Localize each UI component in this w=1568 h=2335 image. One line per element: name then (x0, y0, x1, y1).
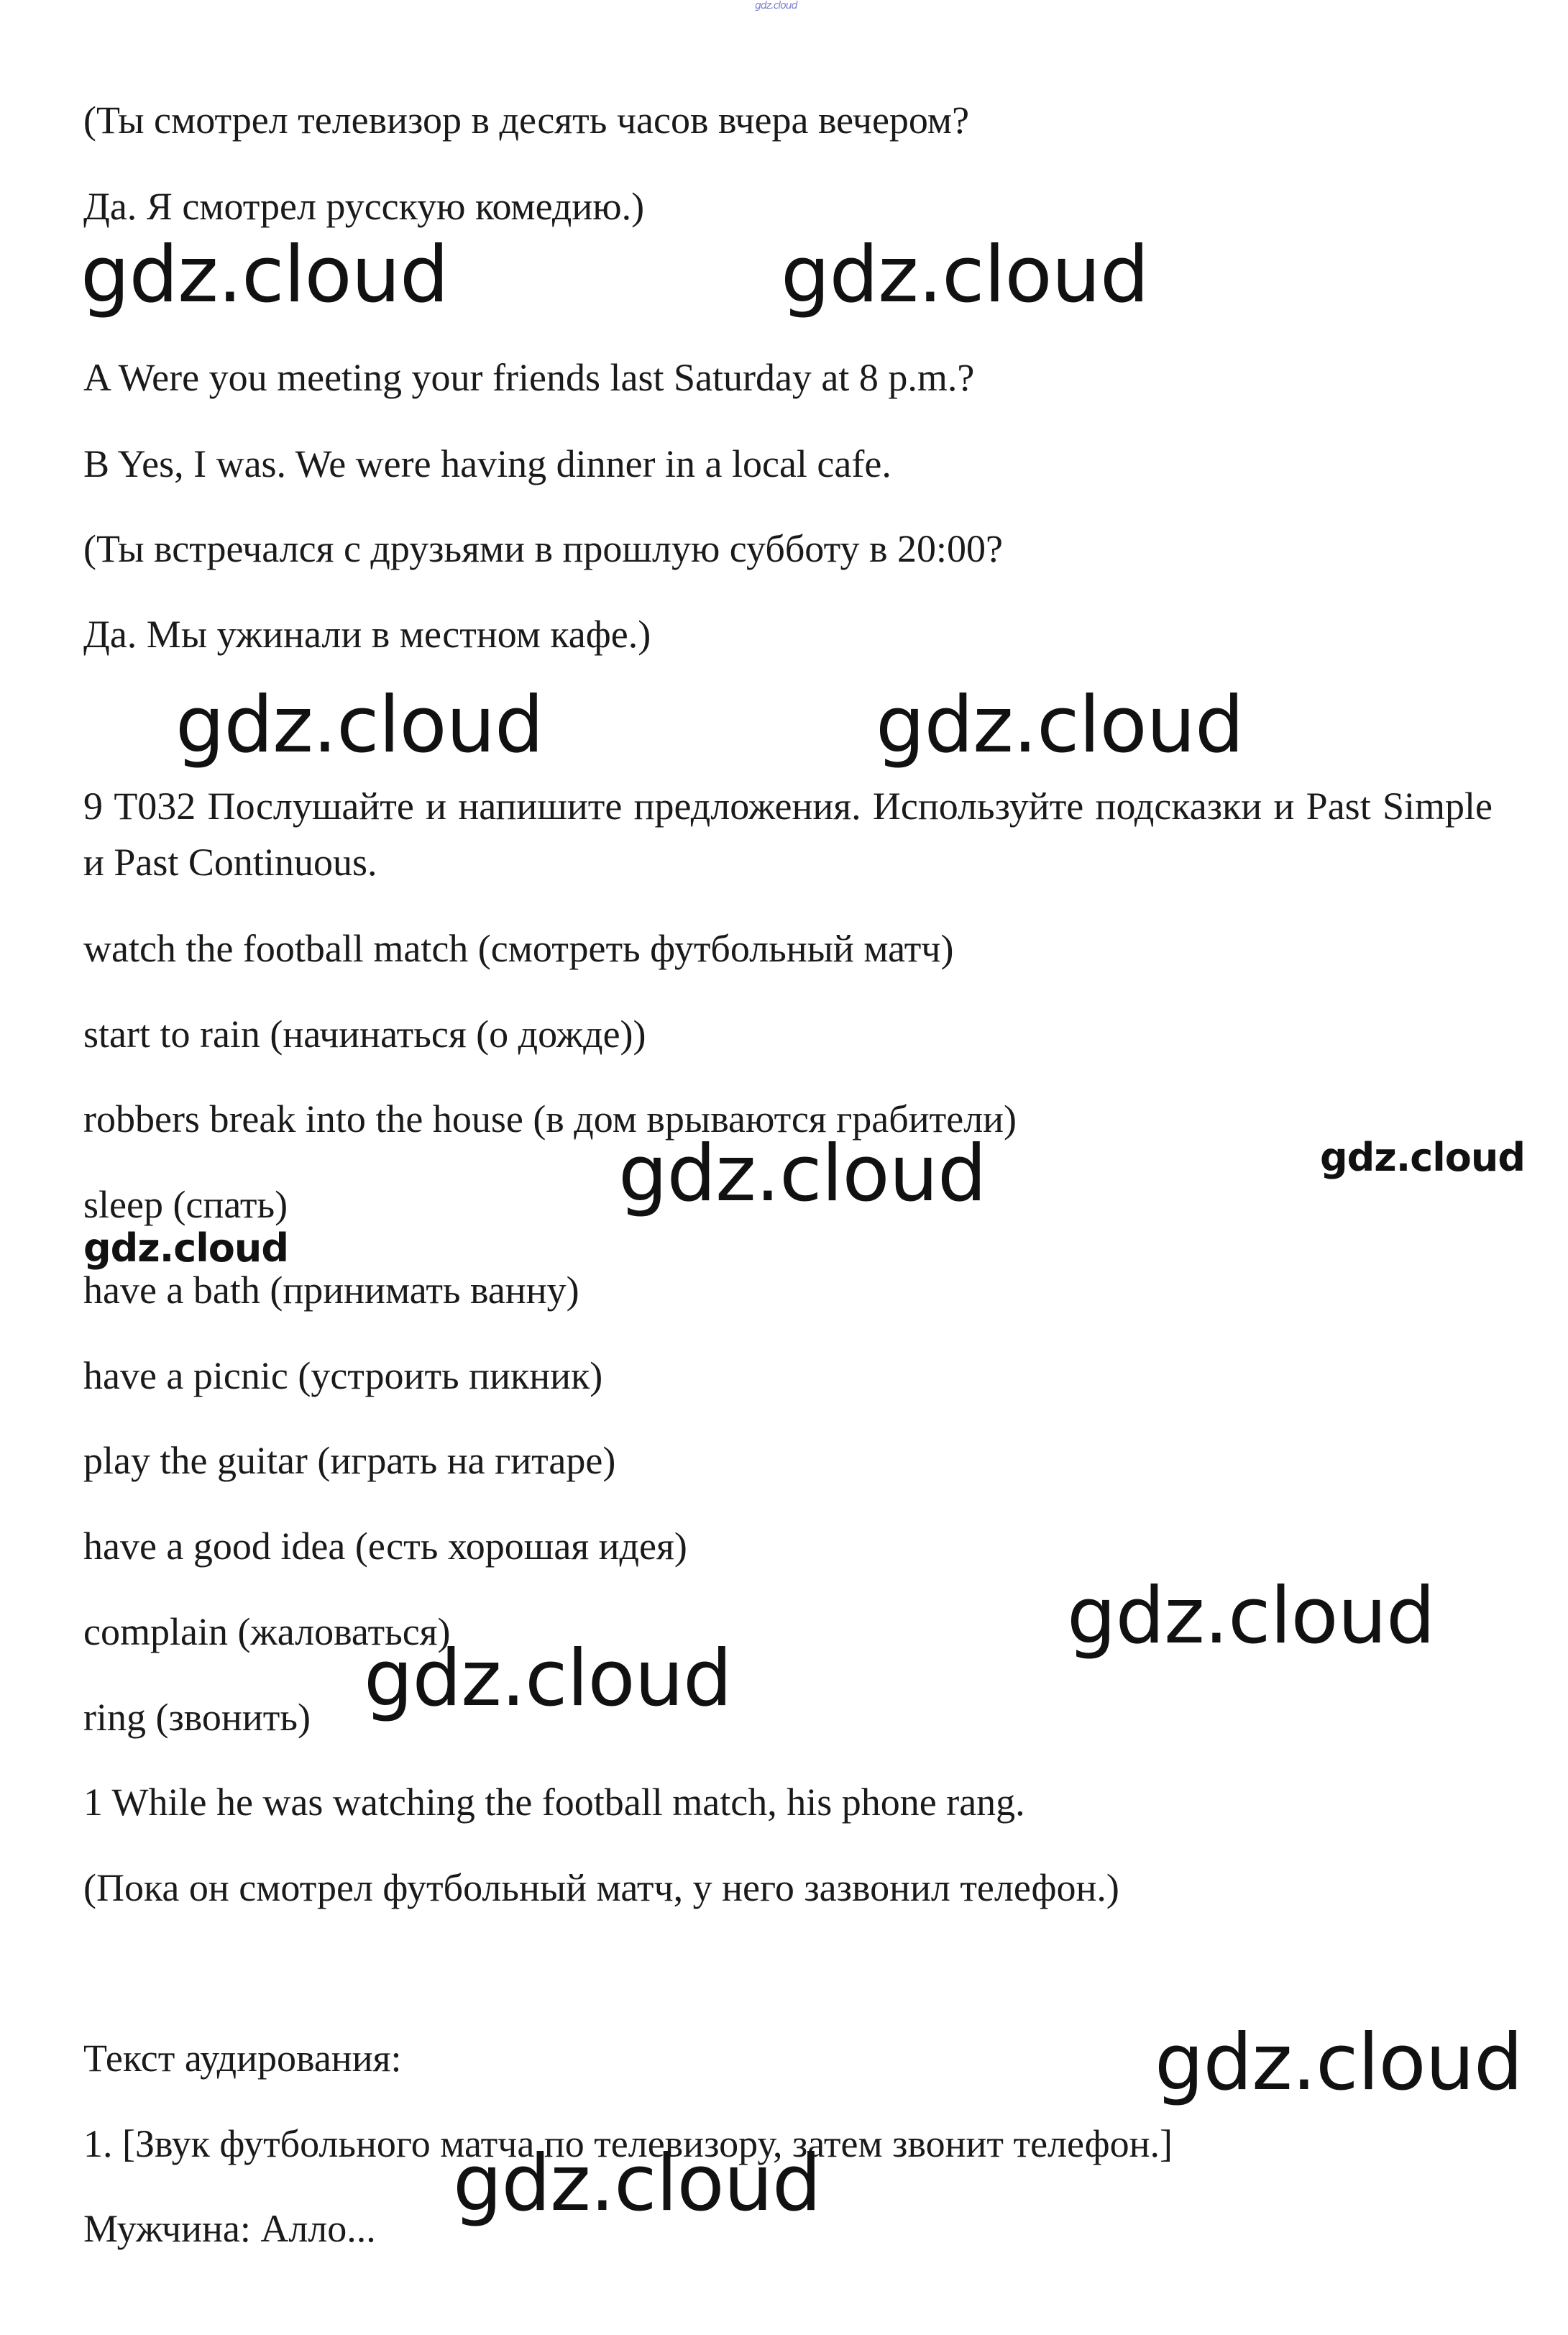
listening-line: 1. [Звук футбольного матча по телевизору, затем звонит телефон.] (83, 2122, 1173, 2165)
answer-line: 1 While he was watching the football match, his phone rang. (83, 1781, 1025, 1824)
prompt-item: complain (жаловаться) (83, 1610, 451, 1653)
prompt-item: have a bath (принимать ванну) (83, 1269, 579, 1312)
top-watermark: gdz.cloud (755, 0, 797, 12)
watermark: gdz.cloud (81, 230, 449, 320)
prompt-item: robbers break into the house (в дом врываются грабители) (83, 1097, 1017, 1141)
watermark: gdz.cloud (175, 680, 544, 770)
prompt-item: have a good idea (есть хорошая идея) (83, 1525, 687, 1568)
prompt-item: have a picnic (устроить пикник) (83, 1354, 603, 1397)
text-line-1: (Ты смотрел телевизор в десять часов вчера вечером? (83, 99, 970, 142)
watermark: gdz.cloud (453, 2139, 821, 2229)
watermark: gdz.cloud (1155, 2018, 1523, 2108)
watermark: gdz.cloud (618, 1129, 986, 1219)
prompt-item: start to rain (начинаться (о дожде)) (83, 1013, 646, 1056)
prompt-item: play the guitar (играть на гитаре) (83, 1439, 616, 1482)
prompt-item: ring (звонить) (83, 1696, 311, 1739)
prompt-item: sleep (спать) (83, 1183, 288, 1226)
answer-translation: (Пока он смотрел футбольный матч, у него зазвонил телефон.) (83, 1866, 1119, 1909)
watermark: gdz.cloud (1067, 1571, 1435, 1661)
text-line-6: Да. Мы ужинали в местном кафе.) (83, 613, 651, 656)
watermark: gdz.cloud (364, 1634, 732, 1724)
task-heading: 9 T032 Послушайте и напишите предложения. Используйте подсказки и Past Simple и Past Continuous. (83, 785, 1493, 885)
listening-title: Текст аудирования: (83, 2037, 402, 2080)
prompt-item: watch the football match (смотреть футбольный матч) (83, 927, 954, 970)
text-line-4: B Yes, I was. We were having dinner in a local cafe. (83, 442, 891, 485)
text-line-3: A Were you meeting your friends last Saturday at 8 p.m.? (83, 356, 975, 399)
text-line-2: Да. Я смотрел русскую комедию.) (83, 185, 645, 228)
listening-line: Мужчина: Алло... (83, 2207, 376, 2250)
text-line-5: (Ты встречался с друзьями в прошлую субботу в 20:00? (83, 527, 1003, 570)
watermark: gdz.cloud (781, 230, 1149, 320)
watermark: gdz.cloud (876, 680, 1244, 770)
watermark: gdz.cloud (83, 1225, 288, 1271)
watermark: gdz.cloud (1320, 1135, 1525, 1180)
